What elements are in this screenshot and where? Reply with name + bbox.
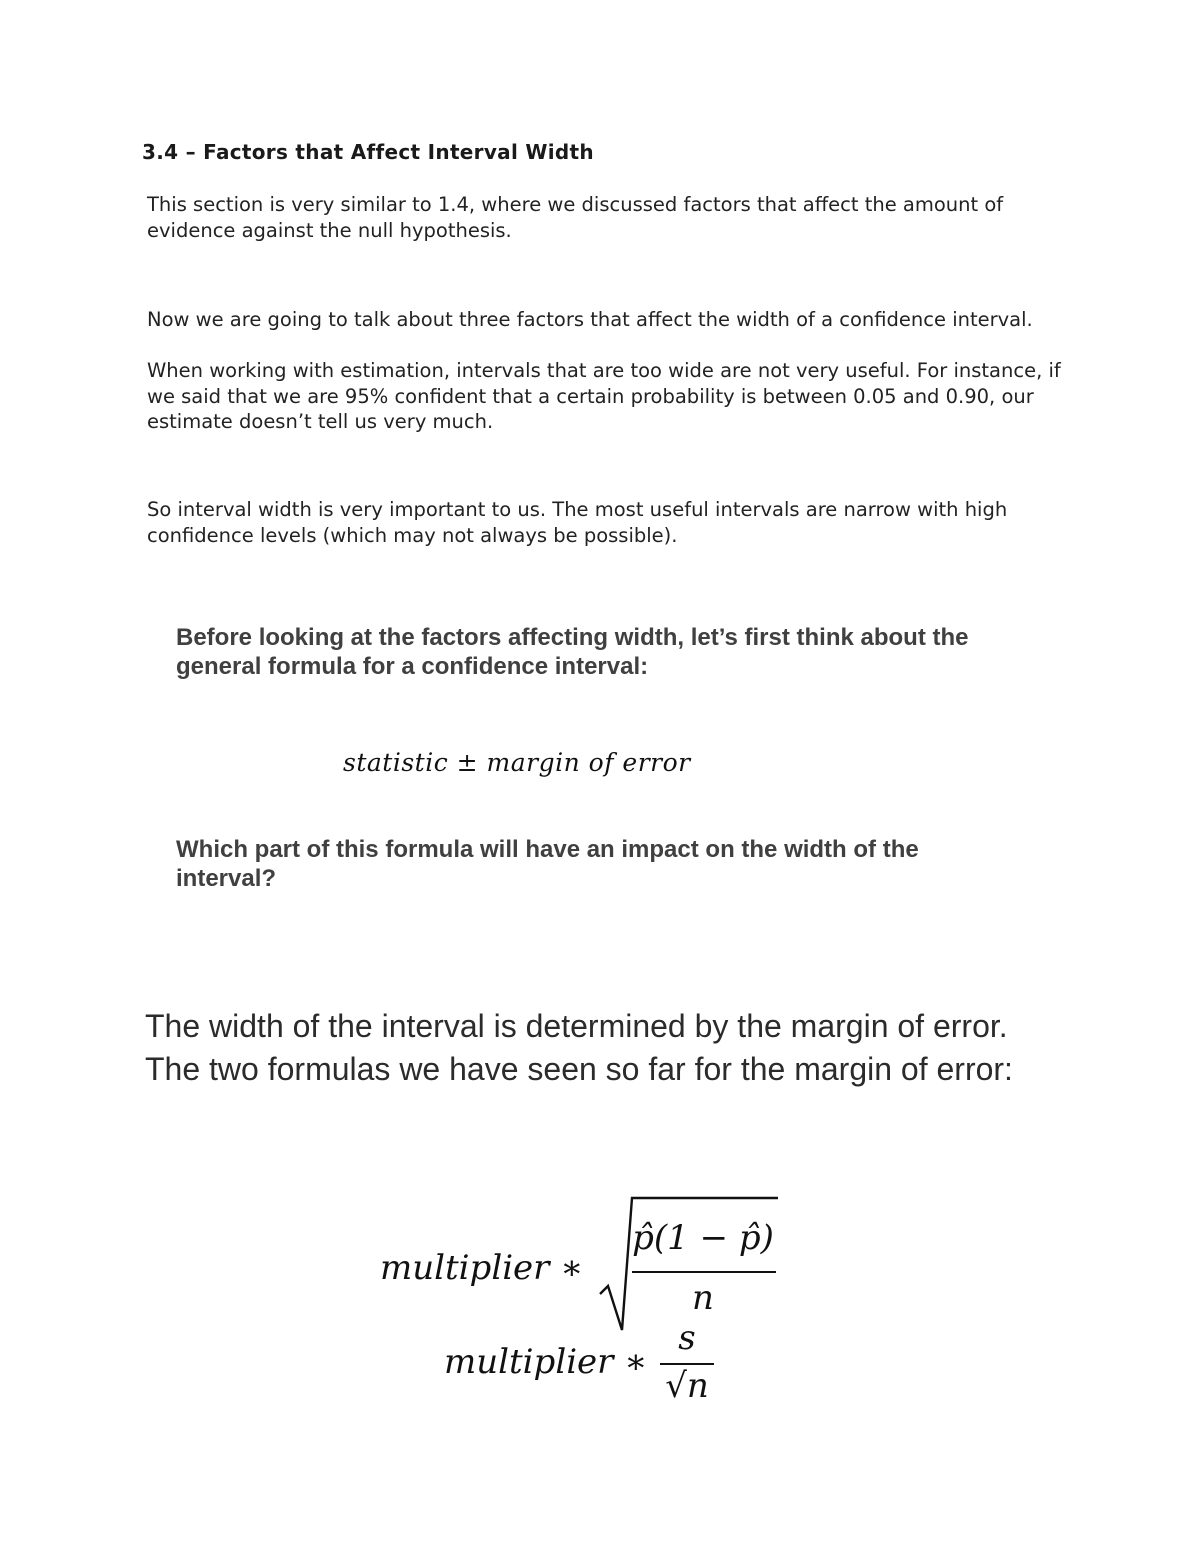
- formula2-prefix: multiplier ∗: [444, 1342, 648, 1382]
- paragraph-factors: Now we are going to talk about three factors that affect the width of a confidence interval.: [147, 308, 1033, 331]
- slide1-text: Before looking at the factors affecting width, let’s first think about the general formula for a confidence interval:: [176, 624, 969, 680]
- formula1-denominator: n: [692, 1278, 714, 1318]
- formula2-denominator: √n: [665, 1366, 709, 1406]
- intro-paragraph: This section is very similar to 1.4, where we discussed factors that affect the amount of evidence against the null hypothesis.: [147, 193, 1004, 242]
- formula2-numerator: s: [678, 1318, 696, 1358]
- general-formula: statistic ± margin of error: [343, 748, 691, 777]
- slide2-text: The width of the interval is determined by the margin of error. The two formulas we have seen so far for the margin of error:: [145, 1008, 1013, 1087]
- section-title: 3.4 – Factors that Affect Interval Width: [142, 140, 594, 164]
- slide1-question: Which part of this formula will have an impact on the width of the interval?: [176, 836, 919, 892]
- formula1-prefix: multiplier ∗: [380, 1248, 584, 1288]
- paragraph-estimation: When working with estimation, intervals that are too wide are not very useful. For instance, if we said that we are 95% confident that a certain probability is between 0.05 and 0.90, our estimate doesn’t tell us very much.: [147, 359, 1061, 433]
- paragraph-importance: So interval width is very important to us. The most useful intervals are narrow with high confidence levels (which may not always be possible).: [147, 498, 1008, 547]
- margin-of-error-mean-formula: [444, 1318, 744, 1418]
- formula1-numerator: p̂(1 − p̂): [632, 1218, 774, 1258]
